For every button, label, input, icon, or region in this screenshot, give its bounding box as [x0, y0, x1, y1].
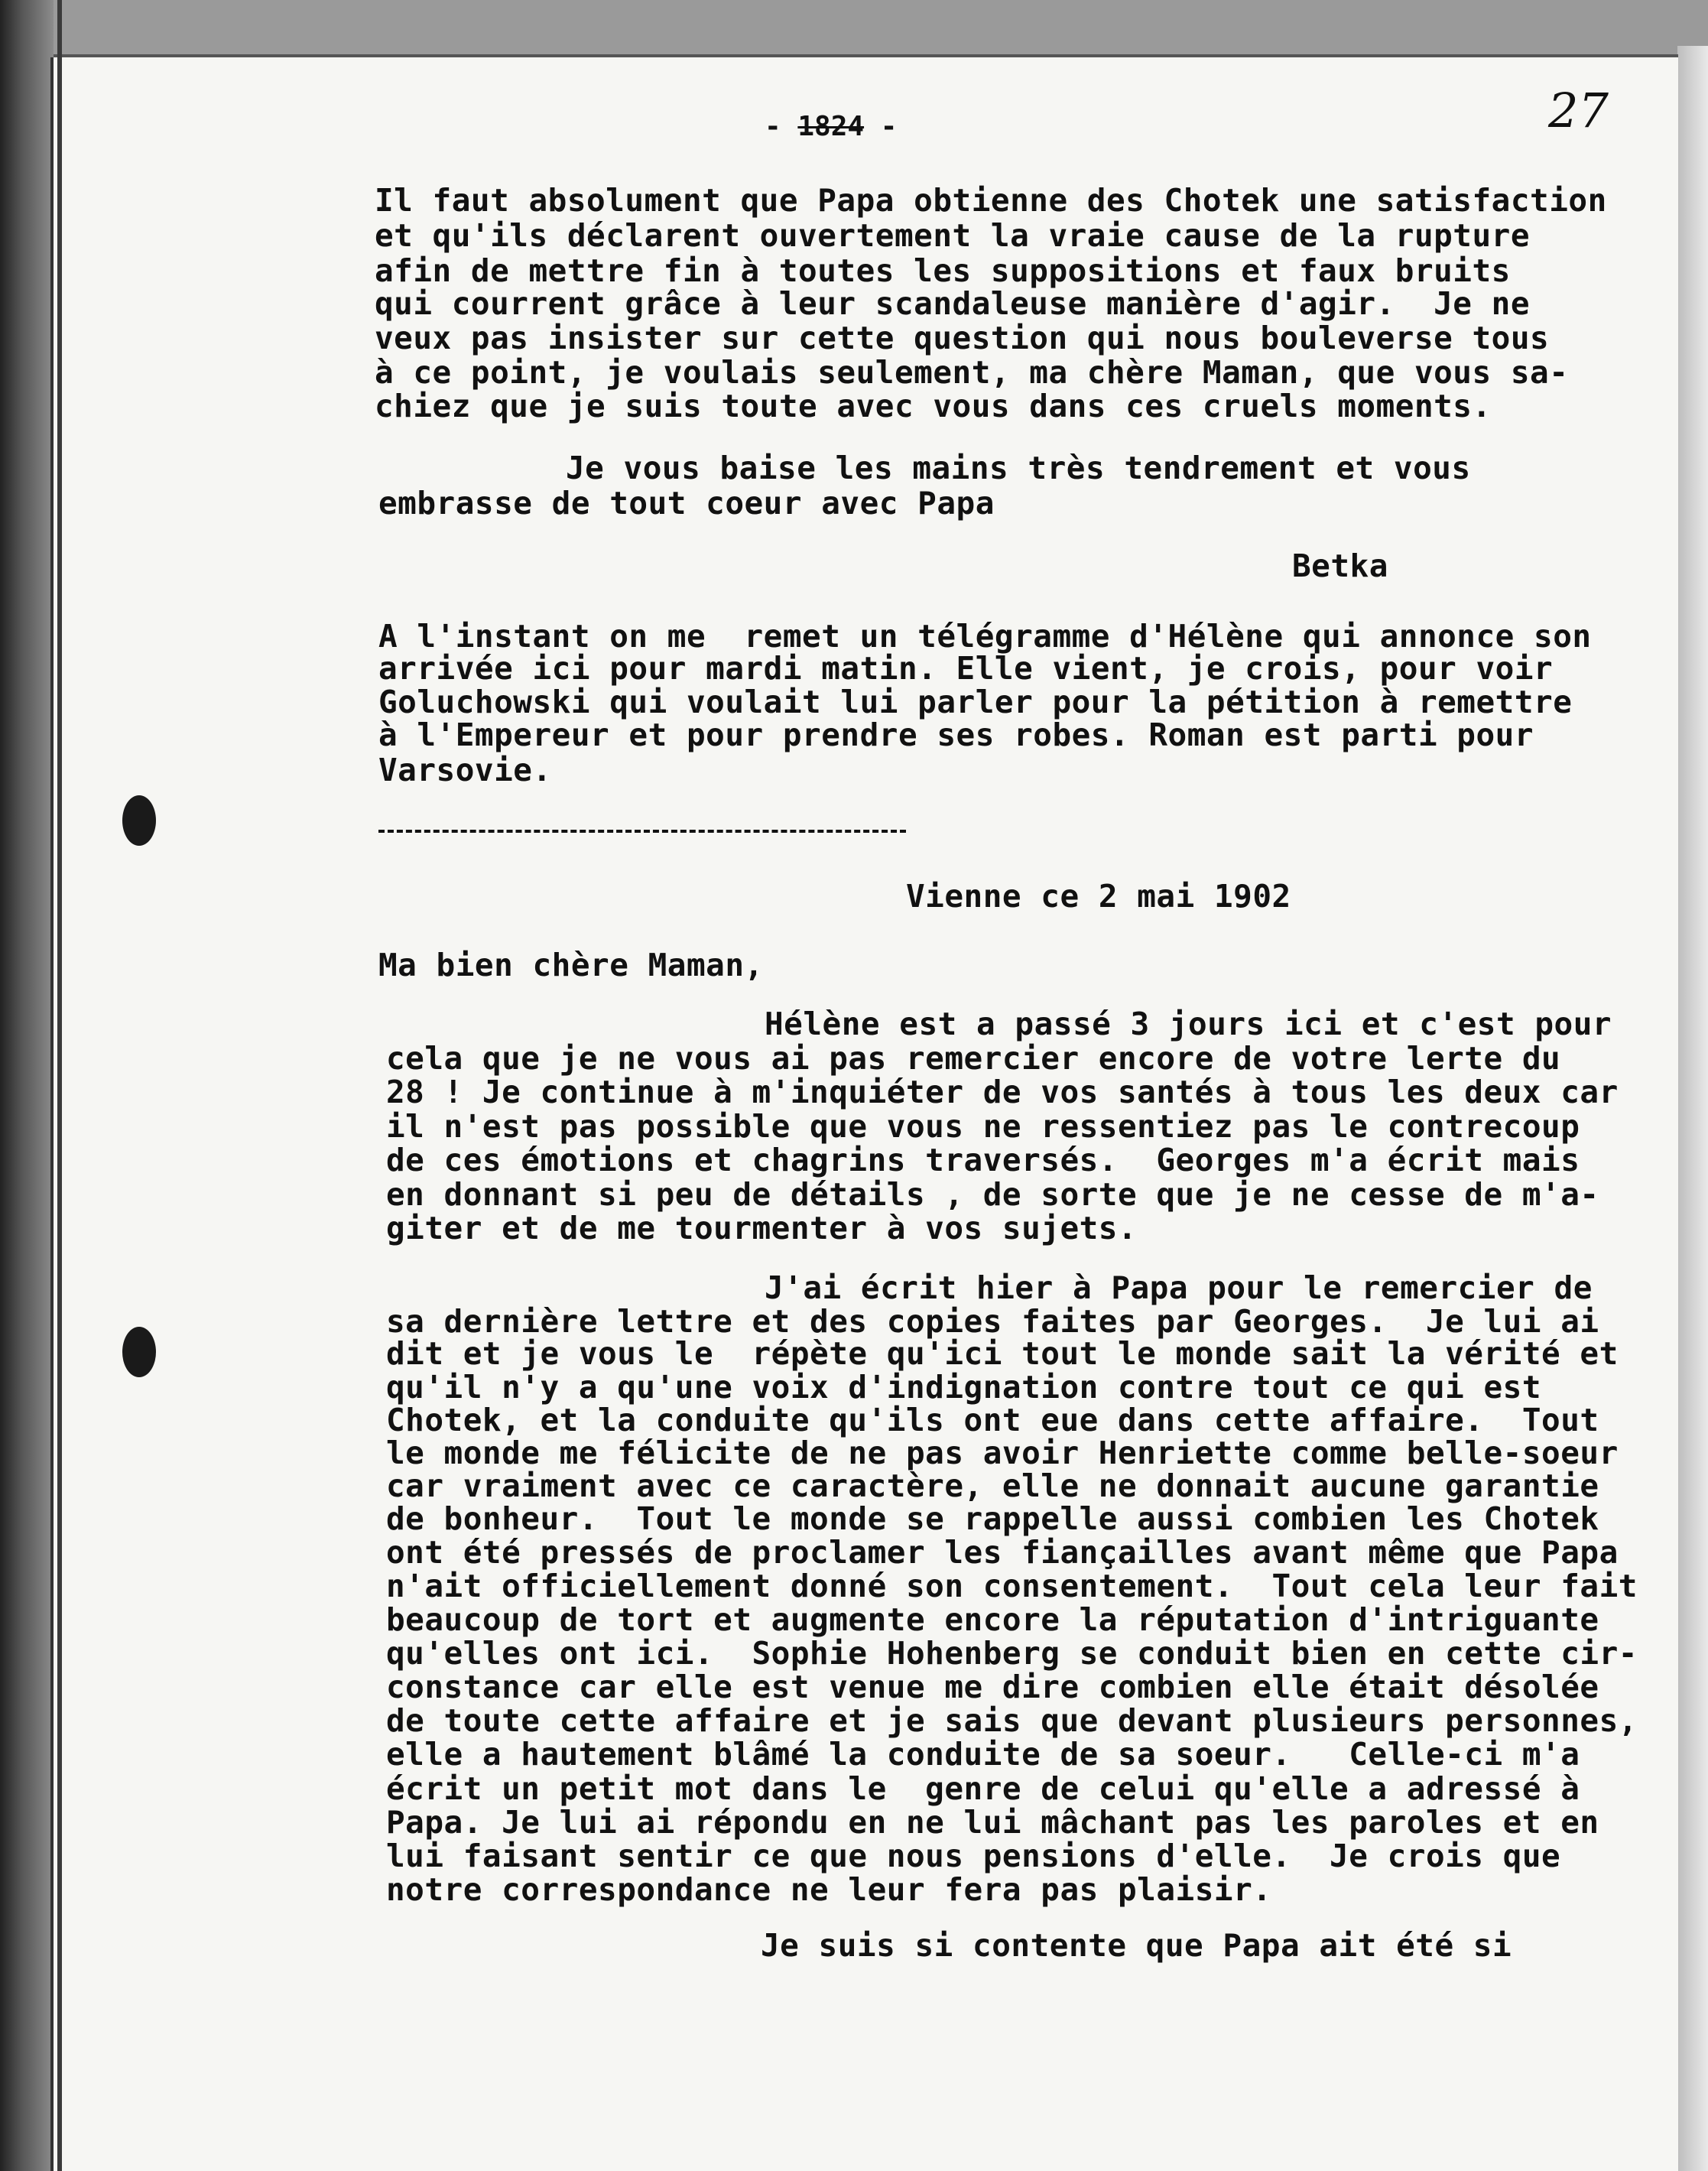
text-line: chiez que je suis toute avec vous dans ces cruels moments. [375, 388, 1492, 424]
postscript-line: Varsovie. [378, 752, 552, 788]
dateline: Vienne ce 2 mai 1902 [906, 878, 1291, 915]
text-line: giter et de me tourmenter à vos sujets. [386, 1210, 1138, 1246]
text-line: de toute cette affaire et je sais que devant plusieurs personnes, [386, 1702, 1638, 1739]
text-line: de bonheur. Tout le monde se rappelle aussi combien les Chotek [386, 1500, 1599, 1537]
text-line: et qu'ils déclarent ouvertement la vraie cause de la rupture [375, 217, 1531, 254]
text-line: cela que je ne vous ai pas remercier encore de votre lerte du [386, 1040, 1561, 1077]
text-line: Chotek, et la conduite qu'ils ont eue dans cette affaire. Tout [386, 1402, 1599, 1438]
text-line: Il faut absolument que Papa obtienne des Chotek une satisfaction [375, 182, 1607, 219]
page-header-number [765, 111, 897, 142]
text-line: veux pas insister sur cette question qui nous bouleverse tous [375, 320, 1550, 356]
postscript-line: à l'Empereur et pour prendre ses robes. Roman est parti pour [378, 717, 1534, 753]
postscript-line: arrivée ici pour mardi matin. Elle vient, je crois, pour voir [378, 650, 1554, 687]
text-line: elle a hautement blâmé la conduite de sa soeur. Celle-ci m'a [386, 1736, 1580, 1773]
page-header-suffix: - [864, 111, 898, 142]
page-header-struck-number: 1824 [797, 111, 865, 142]
text-line: beaucoup de tort et augmente encore la réputation d'intriguante [386, 1601, 1599, 1638]
text-line: en donnant si peu de détails , de sorte que je ne cesse de m'a- [386, 1176, 1599, 1213]
closing-line: Je vous baise les mains très tendrement et vous [566, 450, 1471, 486]
text-line: qu'il n'y a qu'une voix d'indignation contre tout ce qui est [386, 1369, 1542, 1406]
text-line: qui courrent grâce à leur scandaleuse manière d'agir. Je ne [375, 285, 1531, 322]
text-line: J'ai écrit hier à Papa pour le remercier de [765, 1269, 1593, 1306]
text-line: écrit un petit mot dans le genre de celui qu'elle a adressé à [386, 1770, 1580, 1807]
handwritten-folio-number: 27 [1548, 83, 1609, 138]
text-line: 28 ! Je continue à m'inquiéter de vos santés à tous les deux car [386, 1074, 1619, 1110]
text-line: notre correspondance ne leur fera pas plaisir. [386, 1871, 1272, 1908]
text-line: à ce point, je voulais seulement, ma chère Maman, que vous sa- [375, 354, 1569, 391]
closing-line: embrasse de tout coeur avec Papa [378, 485, 995, 522]
text-line: ont été pressés de proclamer les fiançailles avant même que Papa [386, 1534, 1619, 1571]
text-line: lui faisant sentir ce que nous pensions d'elle. Je crois que [386, 1838, 1561, 1874]
text-line: le monde me félicite de ne pas avoir Henriette comme belle-soeur [386, 1435, 1619, 1471]
signature: Betka [1292, 548, 1388, 584]
text-line: qu'elles ont ici. Sophie Hohenberg se conduit bien en cette cir- [386, 1635, 1638, 1672]
punch-hole-lower [122, 1327, 156, 1377]
text-line: Papa. Je lui ai répondu en ne lui mâchant pas les paroles et en [386, 1804, 1599, 1841]
salutation: Ma bien chère Maman, [378, 947, 764, 983]
postscript-line: A l'instant on me remet un télégramme d'Hélène qui annonce son [378, 618, 1592, 655]
text-line: n'ait officiellement donné son consentement. Tout cela leur fait [386, 1568, 1638, 1604]
postscript-line: Goluchowski qui voulait lui parler pour la pétition à remettre [378, 684, 1573, 720]
scan-left-border [0, 0, 54, 2171]
text-line: afin de mettre fin à toutes les suppositions et faux bruits [375, 252, 1511, 289]
text-line: sa dernière lettre et des copies faites par Georges. Je lui ai [386, 1303, 1599, 1340]
scan-right-border [1677, 46, 1708, 2171]
page-header-prefix: - [765, 111, 798, 142]
text-line: il n'est pas possible que vous ne ressentiez pas le contrecoup [386, 1108, 1580, 1145]
text-line: Je suis si contente que Papa ait été si [761, 1927, 1512, 1964]
text-line: constance car elle est venue me dire combien elle était désolée [386, 1669, 1599, 1705]
text-line: de ces émotions et chagrins traversés. Georges m'a écrit mais [386, 1142, 1580, 1178]
text-line: car vraiment avec ce caractère, elle ne donnait aucune garantie [386, 1467, 1599, 1504]
separator-rule [378, 830, 906, 833]
punch-hole-upper [122, 795, 156, 846]
text-line: dit et je vous le répète qu'ici tout le monde sait la vérité et [386, 1335, 1619, 1372]
page-edge-line [57, 0, 62, 2171]
text-line: Hélène est a passé 3 jours ici et c'est pour [765, 1006, 1612, 1042]
